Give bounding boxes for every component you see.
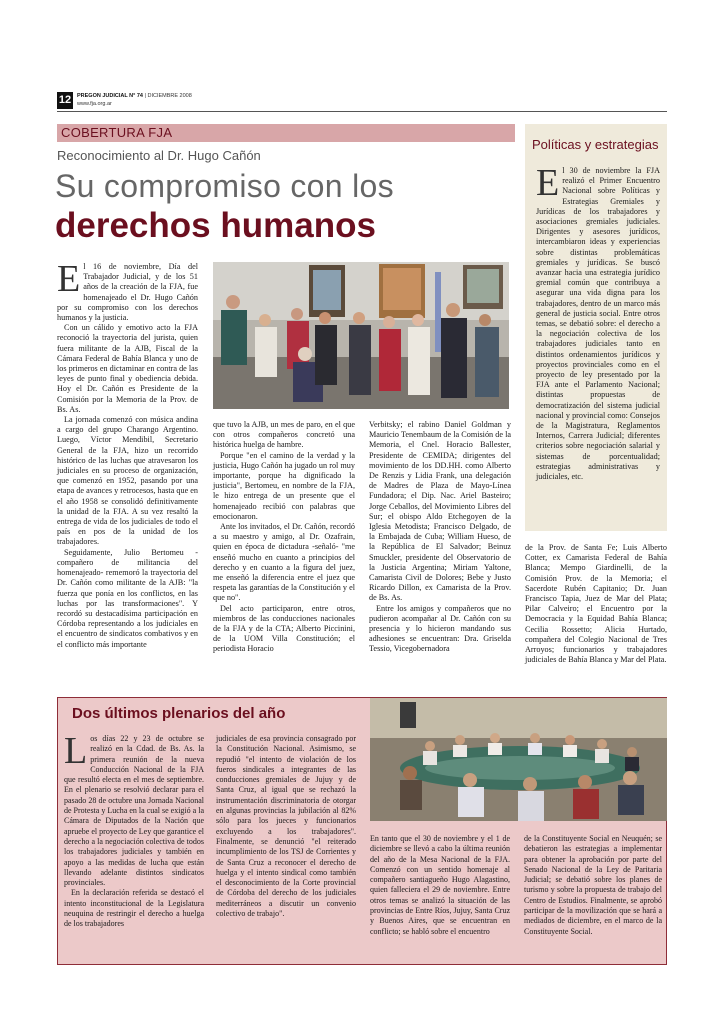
drop-cap: L (64, 730, 88, 772)
article-paragraph: que tuvo la AJB, un mes de paro, en el que con otros compañeros concretó una histórica huelga de hambre. (213, 420, 355, 450)
kicker: Reconocimiento al Dr. Hugo Cañón (57, 148, 261, 163)
publication-name: PREGON JUDICIAL N° 74 (77, 93, 143, 99)
meeting-photo-image (370, 698, 667, 821)
article-column-2 (213, 420, 355, 655)
plenarios-box (57, 697, 667, 965)
plenarios-paragraph: En tanto que el 30 de noviembre y el 1 de diciembre se llevó a cabo la última reunión del año de la Mesa Nacional de la FJA. Comenzó con un sentido homenaje al compañero santiagueño Hugo Alagastino, quien falleciera el 29 de noviembre. Entre otros temas se analizó la situación de las provincias de Entre Ríos, Jujuy, Santa Cruz y Buenos Aires, que se encuentran en conflicto; se habló sobre el encuentro (370, 834, 510, 936)
headline-line-2: derechos humanos (55, 206, 376, 245)
section-label: COBERTURA FJA (61, 125, 173, 140)
plenarios-lead-paragraph (64, 730, 204, 888)
article-paragraph: Verbitsky; el rabino Daniel Goldman y Mauricio Tenembaum de la Comisión de la Memoria, el Cnel. Horacio Ballester, Presidente de CEMIDA; dirigentes del movimiento de los DD.HH. como Alberto De Renzis y Lidia Frank, una delegación de Madres de Plaza de Mayo-Línea Fundadora; el Dip. Nac. Ariel Basteiro; Jorge Ceballos, del Movimiento Libres del Sur; el obispo Aldo Etchegoyen de la Iglesia Metodista; Francisco Delgado, de la Embajada de Cuba; William Hueso, de la República de El Salvador; Beinuz Smuckler, presidente del Observatorio de la Justicia Argentina; Miriam Yaltone, Camarista Civil de Dolores; Bebe y Justo Ricardo Dillon, ex Camarista de la Prov. de Bs. As. (369, 420, 511, 603)
sidebar-paragraph: l 30 de noviembre la FJA realizó el Primer Encuentro Nacional sobre Políticas y Estrategias Gremiales y Jurídicas de los trabajadores y asociaciones gremiales judiciales. Dirigentes y asesores jurídicos, intercambiaron ideas y experiencias sobre distintas problemáticas gremiales y jurídicas. Se buscó avanzar hacia una estrategia jurídico gremial común que contribuya a asegurar una vida digna para los trabajadores, dentro de un marco más general de justicia social. Entre otros temas, se debatió sobre: el derecho a la negociación colectiva de los trabajadores judiciales tanto en distintos ordenamientos jurídicos y proyectos provinciales como en el proyecto de ley presentado por la FJA ante el Parlamento Nacional; distintas propuestas de democratización del sistema judicial nacional y provincial como: Consejos de la Magistratura, Reglamentos Internos, Carrera Judicial; diferentes criterios sobre negociación salarial y sistemas de porcentualidad; estrategias administrativas y judiciales, etc. (536, 166, 660, 482)
plenarios-column-4 (524, 834, 662, 937)
plenarios-title: Dos últimos plenarios del año (72, 705, 286, 722)
article-paragraph: l 16 de noviembre, Día del Trabajador Judicial, y de los 51 años de la creación de la FJA, fue homenajeado el Dr. Hugo Cañón por su compromiso con los derechos humanos y la justicia. (57, 262, 198, 323)
plenarios-paragraph: de la Constituyente Social en Neuquén; se debatieron las estrategias a implementar para obtener la aprobación por parte del Senado Nacional de la Ley de Paritaria Judicial; se debatió sobre los planes de turismo y sobre la propuesta de trabajo del Centro de Estudios. Finalmente, se aprobó participar de la movilización que se hará a mediados de diciembre, en el marco de la Constituyente Social. (524, 834, 662, 936)
plenarios-paragraph: judiciales de esa provincia consagrado por la Constitución Nacional. Asimismo, se repudió "el intento de violación de los fueros sindicales a integrantes de las conducciones gremiales de Jujuy y de Santa Cruz, al igual que se rechazó la instrumentación discriminatoria de otorgar en algunas provincias la jubilación al 82% sólo para los jueces y funcionarios excluyendo a los trabajadores". Finalmente, se denunció "el reiterado incumplimiento de los TSJ de Corrientes y de Santa Cruz a reconocer el derecho de huelga y el intento sindical como también el desconocimiento de la Corte provincial de Córdoba del derecho de los judiciales mediterráneos a discutir un convenio colectivo de trabajo". (216, 734, 356, 919)
article-column-4 (525, 543, 667, 665)
article-paragraph: Del acto participaron, entre otros, miembros de las conducciones nacionales de la FJA y de la CTA; Alberto Piccinini, de la UOM Villa Constitución; el periodista Horacio (213, 603, 355, 654)
article-column-1 (57, 258, 198, 650)
article-paragraph: Ante los invitados, el Dr. Cañón, recordó a su maestro y amigo, al Dr. Ozafrain, quien en época de dictadura -señaló- "me enseñó mucho en cuanto a principios del derecho y en cuanto a la figura del juez, me enseñó la diferencia entre el juez que respeta las garantías de la Constitución y el que no". (213, 522, 355, 603)
article-paragraph: Con un cálido y emotivo acto la FJA reconoció la trayectoria del jurista, quien fuera militante de la AJB, Fiscal de la Cámara Federal de Bahía Blanca y uno de los primeros en dictaminar en contra de las leyes de punto final y obediencia debida. Hoy el Dr. Cañón es Presidente de la Comisión por la Memoria de la Prov. de Bs. As. (57, 323, 198, 414)
plenarios-column-1 (64, 730, 204, 930)
drop-cap: E (57, 258, 81, 300)
website: www.fja.org.ar (77, 101, 112, 107)
plenarios-column-3 (370, 834, 510, 937)
plenarios-column-2 (216, 734, 356, 919)
meeting-photo (370, 698, 667, 821)
article-paragraph: La jornada comenzó con música andina a cargo del grupo Charango Argentino. Luego, Víctor Mendibil, Secretario General de la FJA, hizo un recorrido histórico de las luchas que atravesaron los judiciales en su proceso de organización, que comenzó en 1952, pasando por una etapa de avances y retrocesos, hasta que en el año 1958 se consolidó definitivamente la unidad de la FJA. A su vez resaltó la entrega de vida de los judiciales de todo el país en pos de la unidad de los trabajadores. (57, 415, 198, 547)
article-column-3 (369, 420, 511, 655)
section-bar (57, 124, 515, 142)
sidebar-box (525, 124, 667, 531)
article-paragraph: de la Prov. de Santa Fe; Luis Alberto Cotter, ex Camarista Federal de Bahía Blanca; Mempo Giardinelli, de la Comisión Prov. de la Memoria; el Sacerdote Rubén Capitanio; Dr. Juan Francisco Tapia, Juez de Mar del Plata; Pilar Calveiro; el Encuentro por la Democracia y la Equidad Bahía Blanca; Cecilia Rossetto; Alicia Hurtado, compañera del Colegio Nacional de Tres Arroyos; funcionarios y trabajadores judiciales de Bahía Blanca y Mar del Plata. (525, 543, 667, 665)
sidebar-title: Políticas y estrategias (532, 137, 659, 152)
publication-date: | DICIEMBRE 2008 (144, 93, 192, 99)
page-number: 12 (57, 92, 73, 109)
plenarios-paragraph: En la declaración referida se destacó el intento inconstitucional de la Legislatura neuquina de restringir el derecho a huelga de los trabajadores (64, 888, 204, 929)
plenarios-paragraph: os días 22 y 23 de octubre se realizó en la Cdad. de Bs. As. la primera reunión de la nueva Conducción Nacional de la FJA que resultó electa en el mes de septiembre. En el plenario se resolvió declarar para el pasado 28 de octubre una Jornada Nacional de Protesta y Lucha en la cual se exigió a la Cámara de Diputados de la Nación que apruebe el proyecto de Ley que garantice el derecho a la negociación colectiva de todos los trabajadores judiciales y también en apoyo a las medidas de lucha que están llevando adelante distintos sindicatos provinciales. (64, 734, 204, 888)
page-header (57, 92, 667, 112)
headline-line-1: Su compromiso con los (55, 168, 394, 204)
article-lead-paragraph (57, 258, 198, 323)
drop-cap: E (536, 162, 560, 204)
ceremony-photo-image (213, 262, 509, 409)
article-paragraph: Entre los amigos y compañeros que no pudieron acompañar al Dr. Cañón con su presencia y lo hicieron mandando sus adhesiones se encuentran: Dra. Griselda Tessio, Vicegobernadora (369, 603, 511, 654)
ceremony-photo (213, 262, 509, 409)
article-paragraph: Seguidamente, Julio Bertomeu -compañero de militancia del homenajeado- rememoró la trayectoria del Dr. Cañón como militante de la AJB: "la fuerza que ponía en los conflictos, en las luchas por las transformaciones". Y recordó su destacadísima participación en Córdoba representando a los judiciales en el encuentro de sindicatos combativos y en el conflicto más importante (57, 547, 198, 649)
sidebar-text (536, 162, 660, 482)
publication-line (77, 93, 192, 99)
article-paragraph: Porque "en el camino de la verdad y la justicia, Hugo Cañón ha jugado un rol muy importante, porque ha dignificado la justicia", Bertomeu, en nombre de la FJA, le hizo entrega de un presente que el homenajeado recibió con palabras que emocionaron. (213, 450, 355, 521)
